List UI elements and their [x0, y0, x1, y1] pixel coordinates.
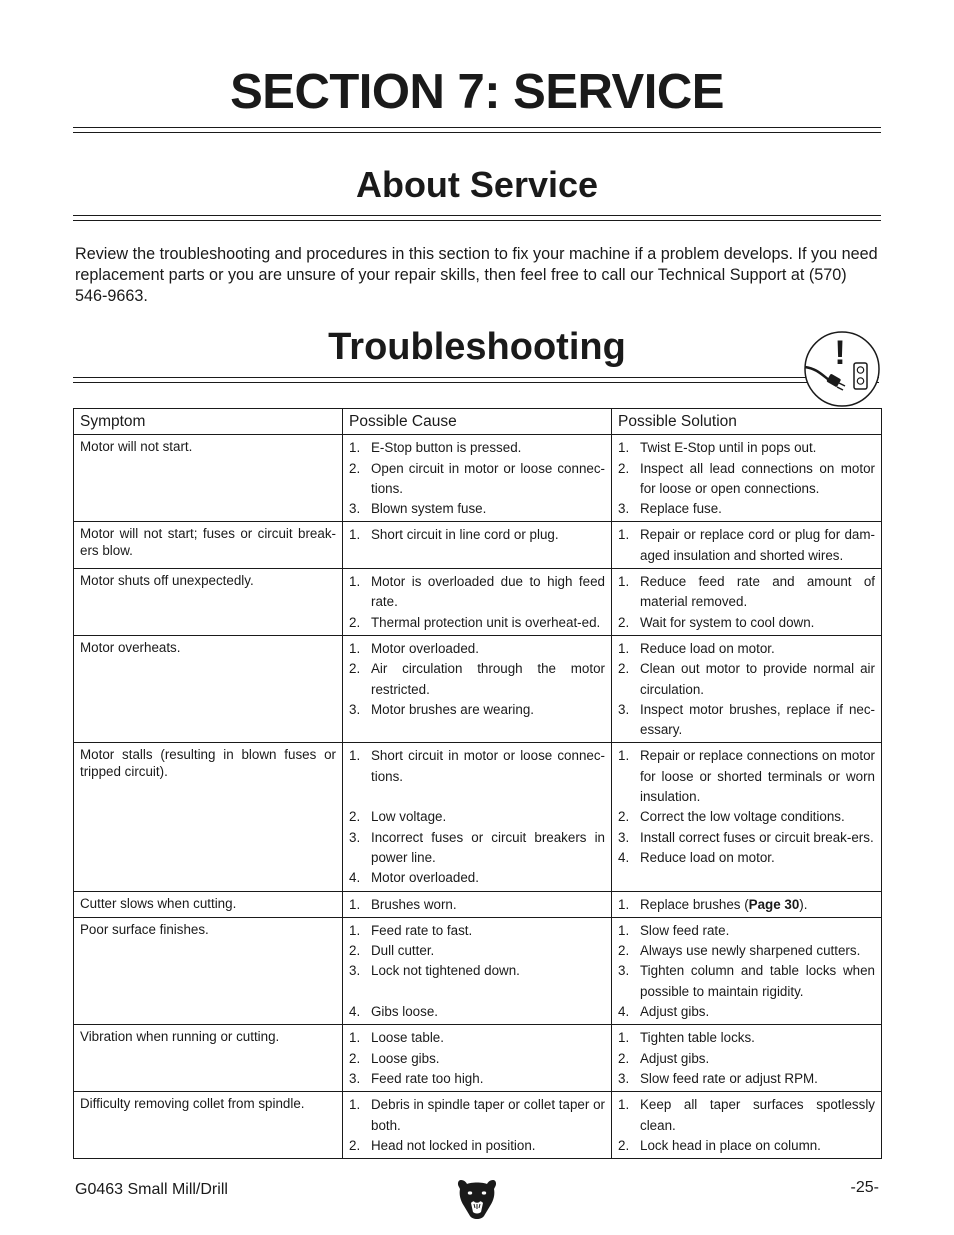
solution-cell	[612, 743, 882, 891]
symptom-cell: Motor overheats.	[74, 635, 343, 742]
list-item: 2. Thermal protection unit is overheat-ed.	[349, 614, 601, 630]
cause-cell	[343, 1025, 612, 1092]
list-item: 3. Install correct fuses or circuit break-ers.	[618, 829, 874, 845]
list-item: 2. Head not locked in position.	[349, 1137, 536, 1153]
list-item: 1. Repair or replace connections on motor for loose or shorted terminals or worn insulation.	[618, 748, 875, 805]
list-item: 3. Motor brushes are wearing.	[349, 701, 534, 717]
symptom-cell: Motor shuts off unexpectedly.	[74, 569, 343, 636]
list-item: 4. Gibs loose.	[349, 1004, 438, 1020]
list-item: 4. Reduce load on motor.	[618, 849, 775, 865]
symptom-cell: Cutter slows when cutting.	[74, 891, 343, 917]
solution-cell	[612, 1092, 882, 1159]
list-item: 3. Tighten column and table locks when possible to maintain rigidity.	[618, 963, 875, 999]
list-item: 2. Lock head in place on column.	[618, 1137, 821, 1153]
solution-cell	[612, 917, 882, 1024]
list-item: 1. Short circuit in motor or loose connec-tions.	[349, 748, 605, 784]
cause-cell	[343, 743, 612, 891]
list-item: 1. Brushes worn.	[349, 896, 457, 912]
troubleshooting-table	[73, 408, 882, 1159]
table-row	[74, 569, 882, 636]
list-item: 2. Always use newly sharpened cutters.	[618, 943, 861, 959]
cause-cell	[343, 1092, 612, 1159]
list-spacer	[349, 787, 605, 807]
cause-cell	[343, 522, 612, 569]
list-item: 1. Debris in spindle taper or collet taper or both.	[349, 1097, 605, 1133]
troubleshooting-rule	[73, 377, 879, 383]
symptom-cell: Motor stalls (resulting in blown fuses or tripped circuit).	[74, 743, 343, 891]
table-row	[74, 1092, 882, 1159]
solution-cell	[612, 522, 882, 569]
solution-cell	[612, 435, 882, 522]
list-item: 1. Motor is overloaded due to high feed rate.	[349, 574, 605, 610]
cause-cell	[343, 569, 612, 636]
header-possible-cause: Possible Cause	[343, 409, 612, 435]
page-reference: Page 30	[748, 896, 800, 912]
about-service-text: Review the troubleshooting and procedures in this section to fix your machine if a problem develops. If you need replacement parts or you are unsure of your repair skills, then feel free to call our Technical Support at (570) 546-9663.	[75, 245, 878, 305]
symptom-cell: Difficulty removing collet from spindle.	[74, 1092, 343, 1159]
warning-plug-icon	[803, 330, 881, 408]
table-row	[74, 917, 882, 1024]
list-item: 1. Feed rate to fast.	[349, 922, 473, 938]
cause-cell	[343, 635, 612, 742]
about-service-heading: About Service	[355, 164, 599, 205]
table-row	[74, 891, 882, 917]
cause-cell	[343, 917, 612, 1024]
list-item: 3. Slow feed rate or adjust RPM.	[618, 1070, 818, 1086]
list-item: 1. Repair or replace cord or plug for dam-aged insulation and shorted wires.	[618, 527, 875, 563]
troubleshooting-heading: Troubleshooting	[328, 326, 626, 368]
list-item: 2. Wait for system to cool down.	[618, 614, 815, 630]
list-item: 4. Adjust gibs.	[618, 1004, 710, 1020]
solution-cell	[612, 569, 882, 636]
list-item: 2. Correct the low voltage conditions.	[618, 809, 845, 825]
list-item: 3. Lock not tightened down.	[349, 963, 520, 979]
list-item: 3. Inspect motor brushes, replace if nec-essary.	[618, 701, 875, 738]
table-row	[74, 1025, 882, 1092]
header-possible-solution: Possible Solution	[612, 409, 882, 435]
list-item: 3. Incorrect fuses or circuit breakers in power line.	[349, 829, 605, 865]
list-item: 1. Motor overloaded.	[349, 640, 479, 656]
list-item: 1. Tighten table locks.	[618, 1030, 755, 1046]
about-service-rule	[73, 215, 881, 221]
symptom-cell: Motor will not start; fuses or circuit break-ers blow.	[74, 522, 343, 569]
list-item: 1. Reduce feed rate and amount of material removed.	[618, 574, 875, 610]
solution-cell	[612, 1025, 882, 1092]
list-item: 4. Motor overloaded.	[349, 870, 479, 886]
list-item: 2. Open circuit in motor or loose connec-tions.	[349, 460, 605, 496]
table-row	[74, 435, 882, 522]
cause-cell	[343, 435, 612, 522]
cause-cell	[343, 891, 612, 917]
table-row	[74, 522, 882, 569]
footer-model-name: G0463 Small Mill/Drill	[75, 1181, 228, 1198]
list-item: 1. E-Stop button is pressed.	[349, 440, 522, 456]
list-item: 2. Dull cutter.	[349, 943, 435, 959]
symptom-cell: Motor will not start.	[74, 435, 343, 522]
list-item: 2. Inspect all lead connections on motor for loose or open connections.	[618, 460, 875, 496]
solution-cell	[612, 635, 882, 742]
list-item: 1. Replace brushes (Page 30).	[618, 896, 808, 912]
table-row	[74, 743, 882, 891]
list-item: 2. Air circulation through the motor restricted.	[349, 661, 605, 697]
warning-exclamation: !	[834, 334, 846, 372]
symptom-cell: Poor surface finishes.	[74, 917, 343, 1024]
header-symptom: Symptom	[74, 409, 343, 435]
table-header-row	[74, 409, 882, 435]
list-item: 1. Reduce load on motor.	[618, 640, 775, 656]
section-title-rule	[73, 127, 881, 133]
footer-page-number: -25-	[850, 1179, 879, 1196]
list-item: 3. Blown system fuse.	[349, 501, 487, 517]
list-item: 1. Twist E-Stop until in pops out.	[618, 440, 817, 456]
section-title: SECTION 7: SERVICE	[230, 65, 724, 119]
solution-cell	[612, 891, 882, 917]
list-item: 3. Replace fuse.	[618, 501, 722, 517]
list-item: 1. Keep all taper surfaces spotlessly clean.	[618, 1097, 875, 1133]
list-item: 3. Feed rate too high.	[349, 1070, 484, 1086]
symptom-cell: Vibration when running or cutting.	[74, 1025, 343, 1092]
list-item: 1. Slow feed rate.	[618, 922, 730, 938]
list-item: 2. Clean out motor to provide normal air circulation.	[618, 661, 875, 697]
list-spacer	[349, 982, 605, 1002]
list-item: 1. Loose table.	[349, 1030, 444, 1046]
table-row	[74, 635, 882, 742]
list-item: 2. Adjust gibs.	[618, 1050, 710, 1066]
list-item: 2. Low voltage.	[349, 809, 447, 825]
list-item: 1. Short circuit in line cord or plug.	[349, 527, 559, 543]
list-item: 2. Loose gibs.	[349, 1050, 440, 1066]
bear-logo-icon	[456, 1176, 498, 1222]
